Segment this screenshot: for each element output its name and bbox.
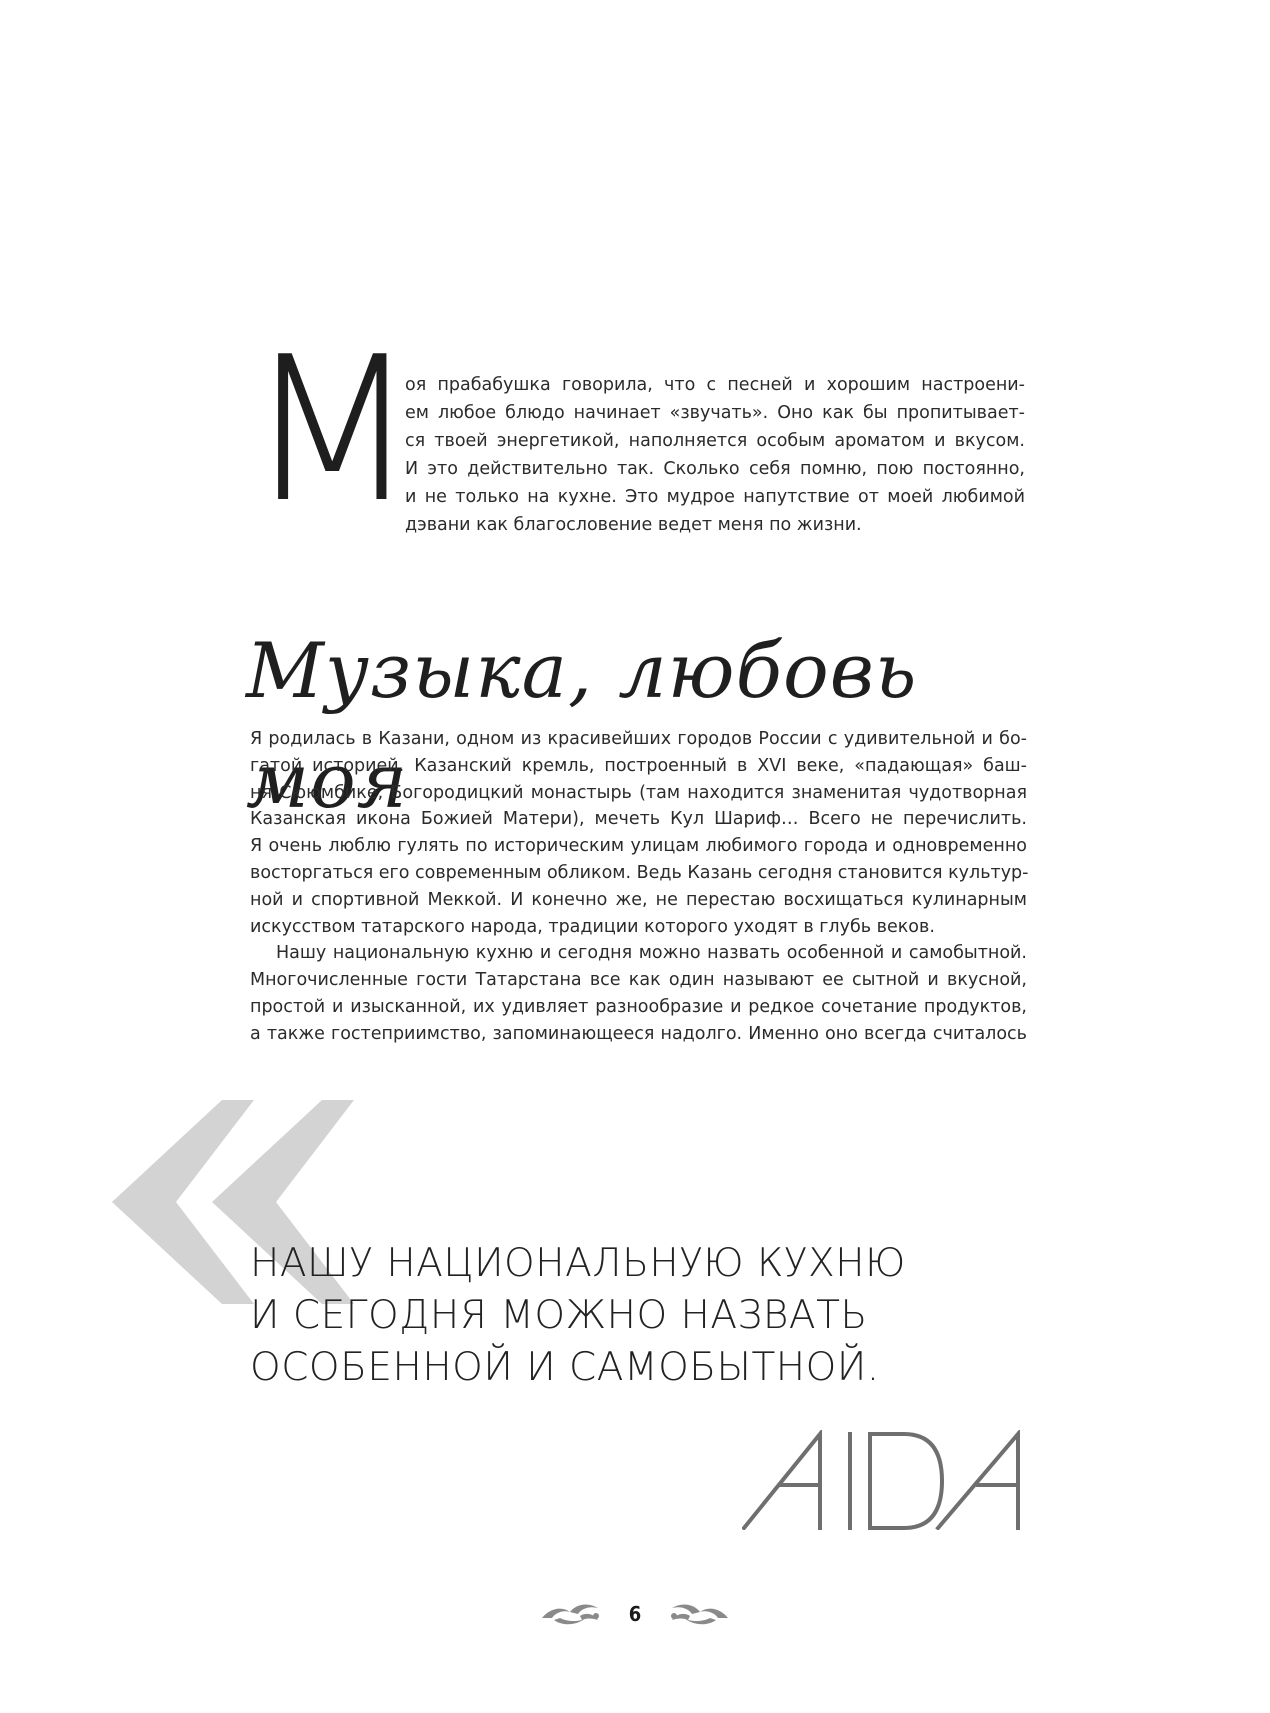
body-line: ня Сююмбике, Богородицкий монастырь (там находится знаменитая чудотворная <box>250 782 1027 803</box>
intro-line: ем любое блюдо начинает «звучать». Оно как бы пропитывает- <box>405 403 1025 423</box>
body-line: ной и спортивной Меккой. И конечно же, не перестаю восхищаться кулинарным <box>250 889 1027 910</box>
page-footer <box>540 1596 730 1636</box>
page-number: 6 <box>628 1602 642 1626</box>
intro-line: дэвани как благословение ведет меня по жизни. <box>405 515 862 535</box>
body-line: Я родилась в Казани, одном из красивейших городов России с удивительной и бо- <box>250 729 1027 749</box>
body-line: гатой историей. Казанский кремль, построенный в XVI веке, «падающая» баш- <box>250 755 1027 776</box>
section-heading: Музыка, любовь моя <box>246 626 918 825</box>
intro-line: и не только на кухне. Это мудрое напутствие от моей любимой <box>405 487 1025 507</box>
pull-quote-line: И СЕГОДНЯ МОЖНО НАЗВАТЬ <box>250 1293 868 1338</box>
body-line: Я очень люблю гулять по историческим улицам любимого города и одновременно <box>250 836 1027 857</box>
aida-logo <box>742 1430 1032 1530</box>
intro-block <box>246 314 1025 547</box>
body-line: восторгаться его современным обликом. Ведь Казань сегодня становится культур- <box>250 862 1029 883</box>
intro-line: оя прабабушка говорила, что с песней и хорошим настроени- <box>405 375 1025 395</box>
body-line: Многочисленные гости Татарстана все как один называют ее сытной и вкусной, <box>250 970 1027 991</box>
pull-quote-line: НАШУ НАЦИОНАЛЬНУЮ КУХНЮ <box>250 1241 906 1286</box>
body-line: искусством татарского народа, традиции которого уходят в глубь веков. <box>250 916 935 937</box>
body-line: Нашу национальную кухню и сегодня можно назвать особенной и самобытной. <box>276 943 1027 964</box>
body-line: Казанская икона Божией Матери), мечеть Кул Шариф… Всего не перечислить. <box>250 809 1027 830</box>
intro-paragraph <box>405 371 1025 539</box>
pull-quote <box>250 1238 970 1394</box>
drop-cap: М <box>246 314 413 547</box>
intro-line: И это действительно так. Сколько себя помню, пою постоянно, <box>405 459 1025 479</box>
right-ornament-icon <box>668 1600 730 1630</box>
pull-quote-line: ОСОБЕННОЙ И САМОБЫТНОЙ. <box>250 1345 880 1390</box>
body-line: а также гостеприимство, запоминающееся надолго. Именно оно всегда считалось <box>250 1023 1027 1044</box>
body-line: простой и изысканной, их удивляет разнообразие и редкое сочетание продуктов, <box>250 996 1027 1017</box>
intro-line: ся твоей энергетикой, наполняется особым ароматом и вкусом. <box>405 431 1025 451</box>
body-paragraphs <box>250 726 1027 1048</box>
